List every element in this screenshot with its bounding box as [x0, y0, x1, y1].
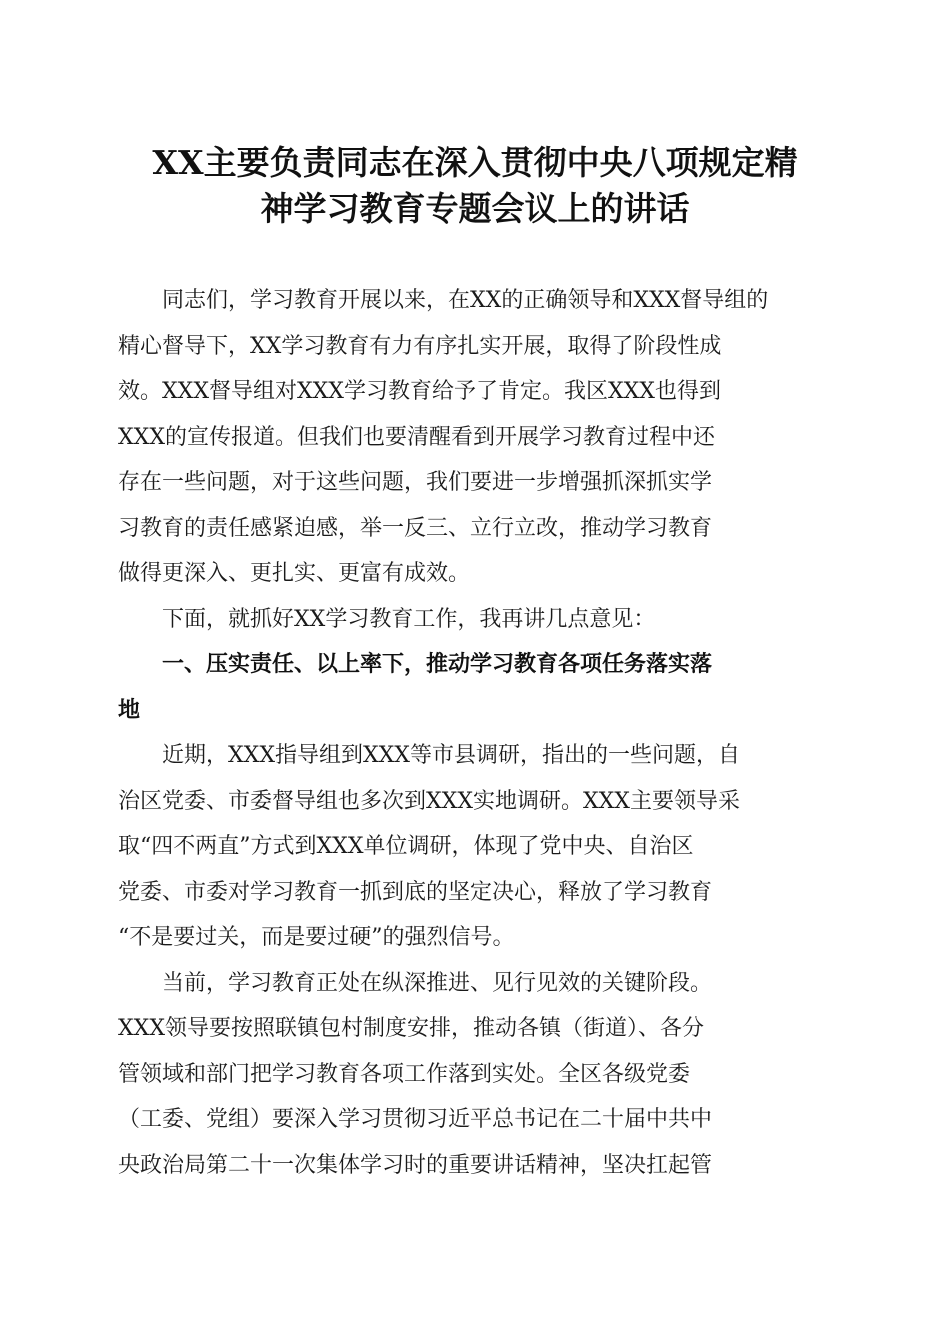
- body-line: 党委、市委对学习教育一抓到底的坚定决心，释放了学习教育: [118, 879, 713, 905]
- body-line: 做得更深入、更扎实、更富有成效。: [118, 561, 471, 586]
- section-heading: 一、压实责任、以上率下，推动学习教育各项任务落实落: [162, 652, 713, 677]
- body-line: “不是要过关，而是要过硬”的强烈信号。: [118, 925, 515, 950]
- body-line: 同志们，学习教育开展以来，在XX的正确领导和XXX督导组的: [162, 288, 769, 313]
- body-line: 央政治局第二十一次集体学习时的重要讲话精神，坚决扛起管: [118, 1152, 713, 1178]
- document-title: [110, 140, 840, 232]
- body-line: 治区党委、市委督导组也多次到XXX实地调研。XXX主要领导采: [118, 788, 740, 814]
- title-line-2: 神学习教育专题会议上的讲话: [260, 189, 690, 228]
- body-line: 效。XXX督导组对XXX学习教育给予了肯定。我区XXX也得到: [118, 379, 721, 404]
- body-line: 取“四不两直”方式到XXX单位调研，体现了党中央、自治区: [118, 834, 694, 859]
- document-body: [118, 278, 830, 1188]
- body-line: 近期，XXX指导组到XXX等市县调研，指出的一些问题，自: [162, 743, 740, 768]
- body-line: 习教育的责任感紧迫感，举一反三、立行立改，推动学习教育: [118, 515, 713, 541]
- body-line: 管领域和部门把学习教育各项工作落到实处。全区各级党委: [118, 1061, 691, 1087]
- body-line: （工委、党组）要深入学习贯彻习近平总书记在二十届中共中: [118, 1107, 713, 1132]
- body-line: XXX领导要按照联镇包村制度安排，推动各镇（街道）、各分: [118, 1016, 704, 1041]
- title-line-1: XX主要负责同志在深入贯彻中央八项规定精: [152, 143, 798, 182]
- body-line: XXX的宣传报道。但我们也要清醒看到开展学习教育过程中还: [118, 424, 715, 450]
- body-line: 下面，就抓好XX学习教育工作，我再讲几点意见：: [162, 606, 656, 632]
- body-line: 精心督导下，XX学习教育有力有序扎实开展，取得了阶段性成: [118, 333, 722, 359]
- body-line: 当前，学习教育正处在纵深推进、见行见效的关键阶段。: [162, 970, 713, 996]
- body-line: 存在一些问题，对于这些问题，我们要进一步增强抓深抓实学: [118, 470, 713, 495]
- section-heading: 地: [118, 697, 141, 723]
